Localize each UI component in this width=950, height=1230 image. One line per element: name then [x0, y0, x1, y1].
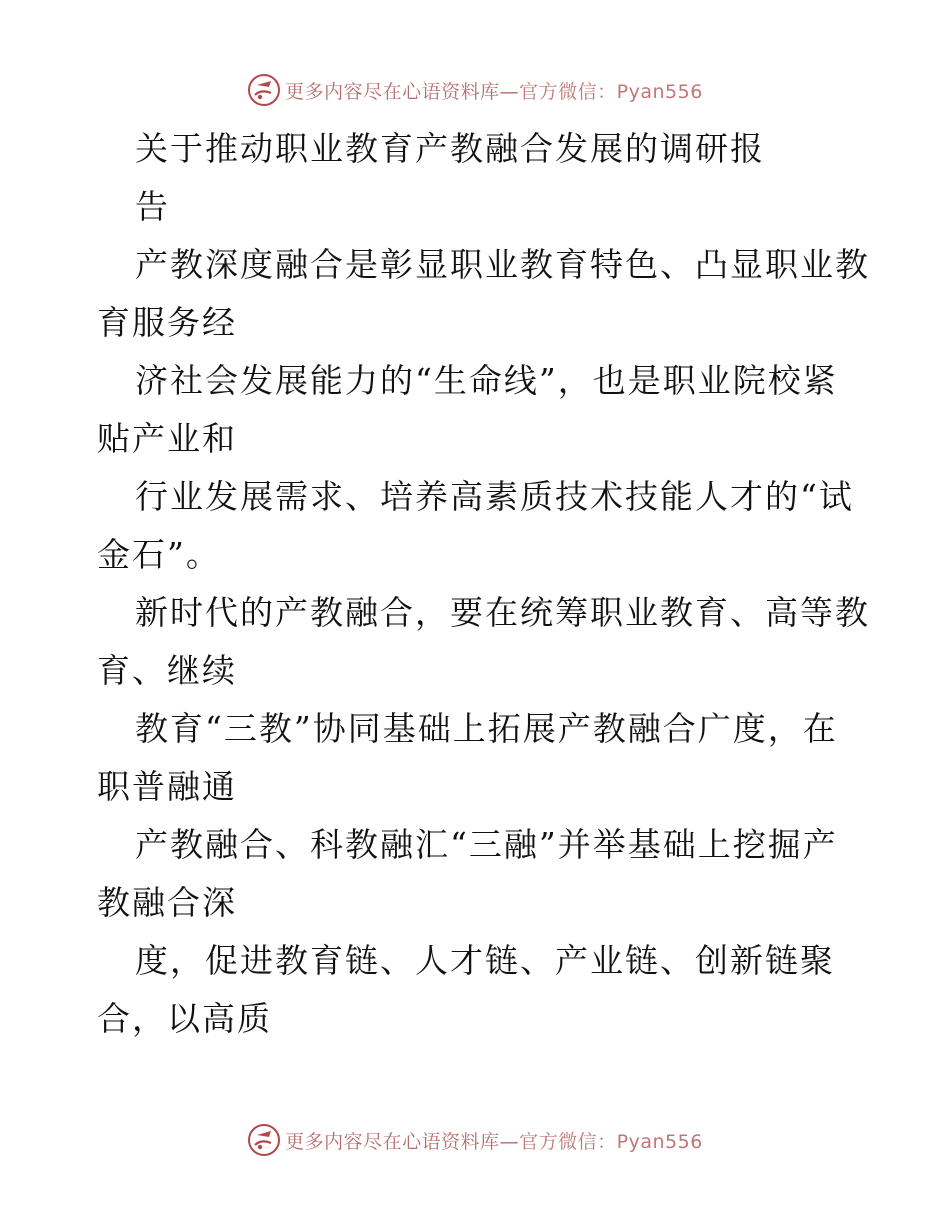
document-body — [97, 120, 870, 1048]
document-line: 新时代的产教融合，要在统筹职业教育、高等教 — [135, 593, 870, 632]
document-line: 产教融合、科教融汇“三融”并举基础上挖掘产 — [135, 825, 838, 864]
footer-banner — [0, 1120, 950, 1160]
document-line: 济社会发展能力的“生命线”，也是职业院校紧 — [135, 361, 838, 400]
banner-wechat: 官方微信：Pyan556 — [519, 1130, 703, 1153]
banner-dash: — — [499, 80, 520, 103]
document-line: 职普融通 — [97, 767, 237, 806]
document-line: 育服务经 — [97, 303, 237, 342]
banner-site-name: 更多内容尽在心语资料库 — [285, 80, 500, 103]
document-line: 产教深度融合是彰显职业教育特色、凸显职业教 — [135, 245, 870, 284]
document-line: 教育“三教”协同基础上拓展产教融合广度，在 — [135, 709, 838, 748]
banner-dash: — — [499, 1130, 520, 1153]
banner-wechat: 官方微信：Pyan556 — [519, 80, 703, 103]
book-pen-logo-icon — [247, 1123, 281, 1157]
document-line: 金石”。 — [97, 535, 221, 574]
book-pen-logo-icon — [247, 73, 281, 107]
document-line: 度，促进教育链、人才链、产业链、创新链聚 — [135, 941, 835, 980]
document-line: 育、继续 — [97, 651, 237, 690]
document-line: 告 — [135, 187, 170, 226]
banner-site-name: 更多内容尽在心语资料库 — [285, 1130, 500, 1153]
banner-text — [285, 1127, 703, 1154]
header-banner — [0, 70, 950, 110]
document-line: 贴产业和 — [97, 419, 237, 458]
document-line: 行业发展需求、培养高素质技术技能人才的“试 — [135, 477, 854, 516]
banner-text — [285, 77, 703, 104]
document-line: 合，以高质 — [97, 999, 272, 1038]
document-line: 教融合深 — [97, 883, 237, 922]
document-line: 关于推动职业教育产教融合发展的调研报 — [135, 129, 765, 168]
